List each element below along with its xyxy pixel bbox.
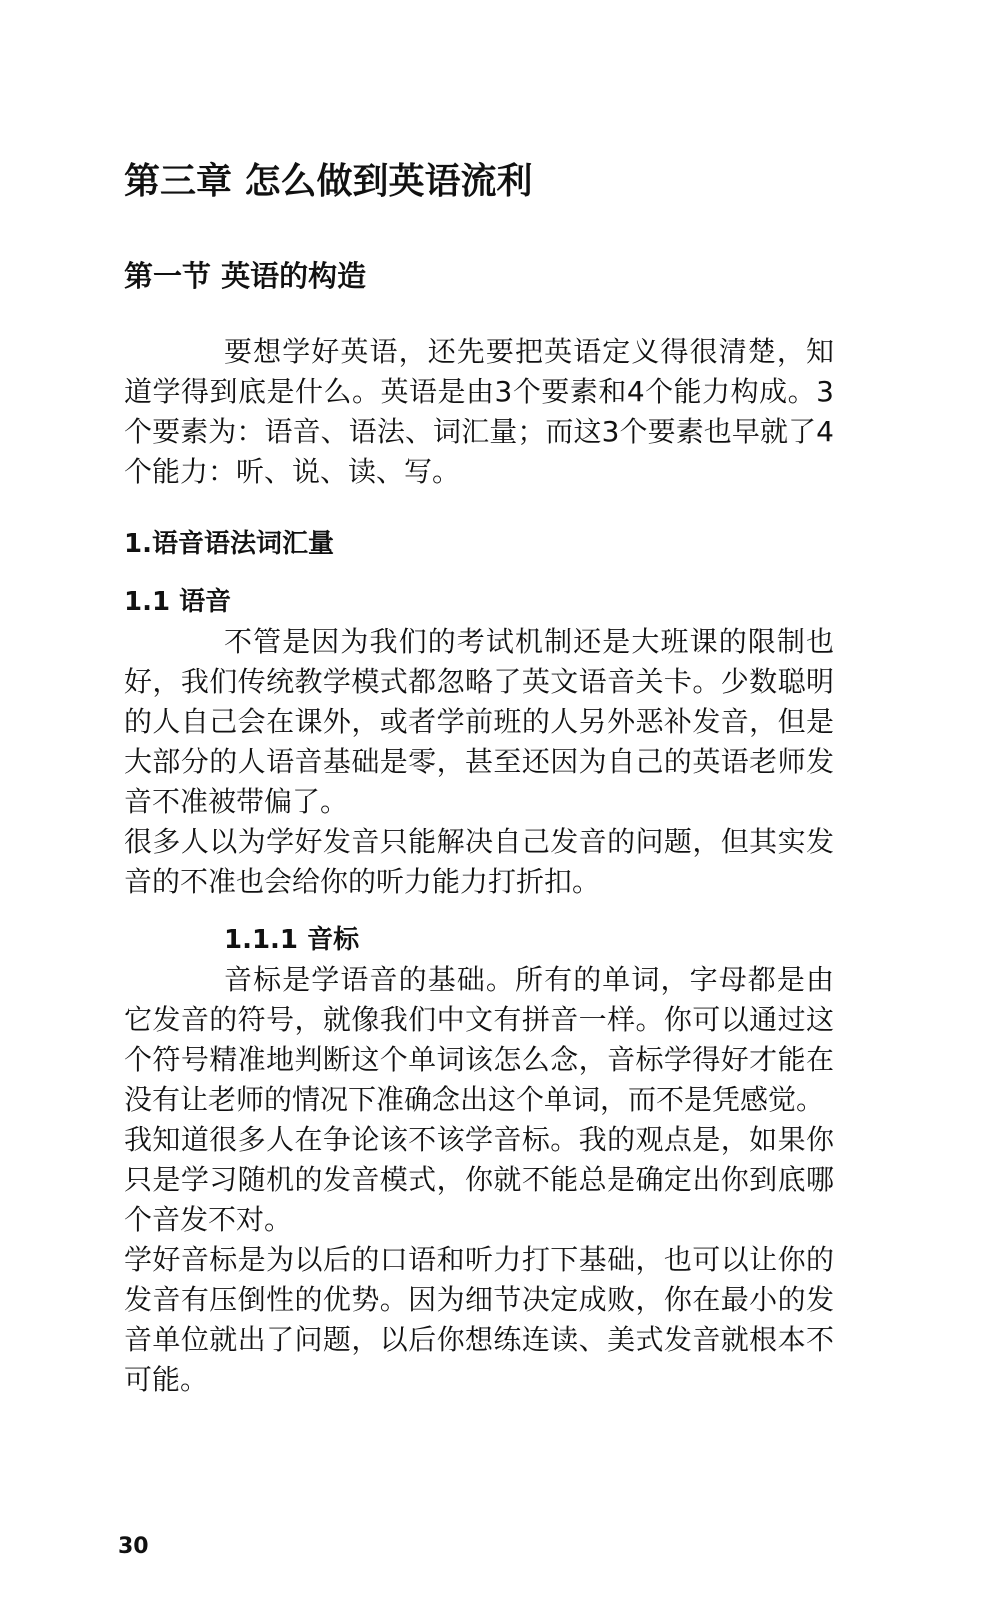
- heading-1-1-1: 1.1.1 音标: [224, 925, 360, 955]
- phonetics-paragraph-2: 很多人以为学好发音只能解决自己发音的问题，但其实发音的不准也会给你的听力能力打折扣。: [124, 825, 834, 898]
- spacer: [124, 492, 834, 524]
- spacer: [124, 564, 834, 582]
- chapter-title: 第三章 怎么做到英语流利: [124, 161, 533, 202]
- intro-paragraph: 要想学好英语，还先要把英语定义得很清楚，知道学得到底是什么。英语是由3个要素和4个能力构成。3个要素为：语音、语法、词汇量；而这3个要素也早就了4个能力：听、说、读、写。: [124, 335, 834, 488]
- page-content: [124, 158, 834, 1400]
- page-number: 30: [118, 1534, 149, 1559]
- ipa-paragraph-2: 我知道很多人在争论该不该学音标。我的观点是，如果你只是学习随机的发音模式，你就不能总是确定出你到底哪个音发不对。: [124, 1123, 834, 1236]
- section-title: 第一节 英语的构造: [124, 259, 367, 293]
- phonetics-paragraph-1: 不管是因为我们的考试机制还是大班课的限制也好，我们传统教学模式都忽略了英文语音关卡。少数聪明的人自己会在课外，或者学前班的人另外恶补发音，但是大部分的人语音基础是零，甚至还因为自己的英语老师发音不准被带偏了。: [124, 625, 834, 818]
- ipa-paragraph-3: 学好音标是为以后的口语和听力打下基础，也可以让你的发音有压倒性的优势。因为细节决定成败，你在最小的发音单位就出了问题，以后你想练连读、美式发音就根本不可能。: [124, 1243, 834, 1396]
- ipa-paragraph-1: 音标是学语音的基础。所有的单词，字母都是由它发音的符号，就像我们中文有拼音一样。你可以通过这个符号精准地判断这个单词该怎么念，音标学得好才能在没有让老师的情况下准确念出这个单词，而不是凭感觉。: [124, 963, 834, 1116]
- heading-1-1: 1.1 语音: [124, 587, 232, 617]
- spacer: [124, 902, 834, 920]
- heading-1: 1.语音语法词汇量: [124, 529, 334, 559]
